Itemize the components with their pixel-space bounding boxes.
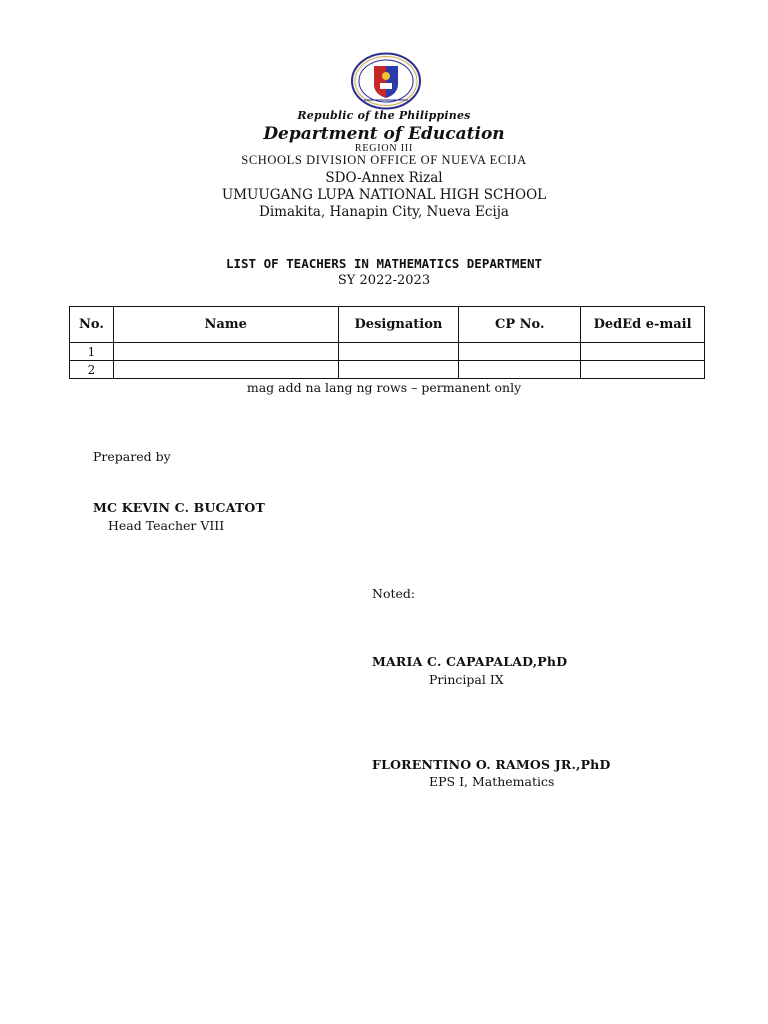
school-year: SY 2022-2023 [337,273,431,288]
school-address: Dimakita, Hanapin City, Nueva Ecija [259,204,509,220]
cell-designation [338,343,459,361]
region-line: REGION III [354,143,414,154]
noted-name-eps: FLORENTINO O. RAMOS JR.,PhD [372,757,611,772]
school-name: UMUUGANG LUPA NATIONAL HIGH SCHOOL [221,187,547,203]
annex-line: SDO-Annex Rizal [325,170,443,186]
division-line: SCHOOLS DIVISION OFFICE OF NUEVA ECIJA [241,153,527,167]
noted-label: Noted: [372,586,416,601]
prepared-by-label: Prepared by [93,449,171,464]
department-name: Department of Education [263,124,505,144]
table-note: mag add na lang ng rows – permanent only [246,380,522,395]
column-header-no: No. [70,307,114,343]
cell-cp-no [459,361,581,379]
cell-name [113,361,338,379]
cell-cp-no [459,343,581,361]
cell-no: 1 [70,343,114,361]
cell-no: 2 [70,361,114,379]
table-row [70,343,705,361]
cell-designation [338,361,459,379]
noted-name-principal: MARIA C. CAPAPALAD,PhD [372,654,568,669]
deped-seal [350,52,422,110]
prepared-by-title: Head Teacher VIII [108,518,225,533]
column-header-name: Name [113,307,338,343]
republic-line: Republic of the Philippines [297,109,471,122]
prepared-by-name: MC KEVIN C. BUCATOT [93,500,266,515]
cell-email [581,361,705,379]
column-header-designation: Designation [338,307,459,343]
cell-email [581,343,705,361]
column-header-email: DedEd e-mail [581,307,705,343]
noted-title-principal: Principal IX [429,672,504,687]
document-title: LIST OF TEACHERS IN MATHEMATICS DEPARTMENT [225,256,543,271]
column-header-cp-no: CP No. [459,307,581,343]
table-header-row [70,307,705,343]
cell-name [113,343,338,361]
teachers-table [69,306,705,379]
noted-title-eps: EPS I, Mathematics [429,774,555,789]
table-row [70,361,705,379]
